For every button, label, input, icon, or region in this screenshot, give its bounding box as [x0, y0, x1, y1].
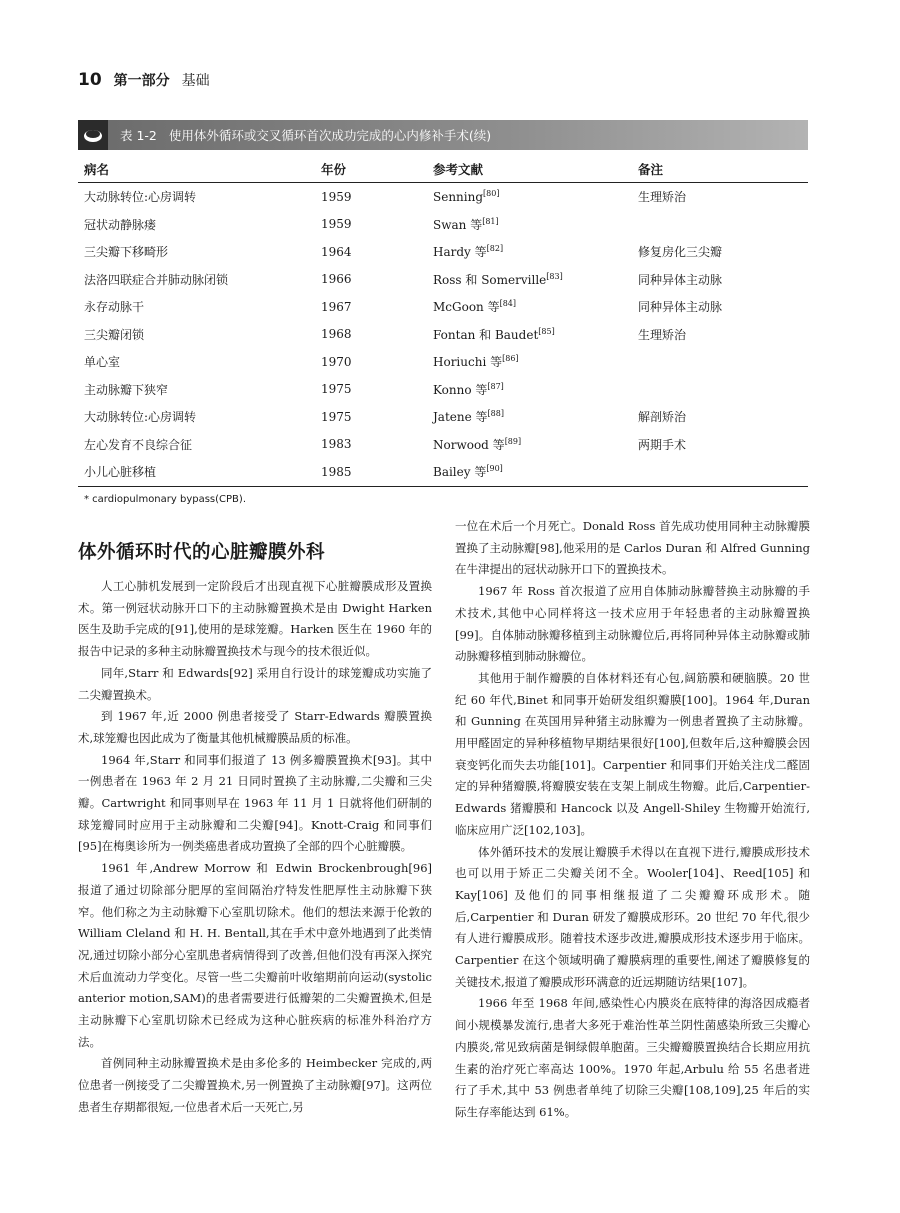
- reference-text: Hardy 等: [433, 245, 487, 260]
- year-cell: 1959: [321, 217, 352, 232]
- year-cell: 1968: [321, 327, 352, 342]
- year-cell: 1967: [321, 299, 352, 314]
- table-row: [78, 348, 808, 376]
- disease-cell: 三尖瓣下移畸形: [84, 245, 169, 260]
- section-heading: 体外循环时代的心脏瓣膜外科: [78, 542, 326, 563]
- remark-cell: 生理矫治: [638, 327, 687, 342]
- paragraph: 首例同种主动脉瓣置换术是由多伦多的 Heimbecker 完成的,两位患者一例接受了二尖瓣置换术,另一例置换了主动脉瓣[97]。这两位患者生存期都很短,一位患者术后一天死亡,另: [78, 1056, 432, 1114]
- table-row: [78, 458, 808, 486]
- paragraph: 1961 年,Andrew Morrow 和 Edwin Brockenbrough[96] 报道了通过切除部分肥厚的室间隔治疗特发性肥厚性主动脉瓣下狭窄。他们称之为主动脉瓣下心室肌切除术。他们的想法来源于伦敦的 William Cleland 和 H. H. Bentall,其在手术中意外地遇到了此类情况,通过切除小部分心室肌患者病情得到了改善,但他们没有再深入探究术后血流动力学变化。尽管一些二尖瓣前叶收缩期前向运动(systolic anterior motion,SAM)的患者需要进行低瓣架的二尖瓣置换术,但是主动脉瓣下心室肌切除术已经成为这种心脏疾病的标准外科治疗方法。: [78, 861, 432, 1049]
- reference-cell: [427, 458, 632, 486]
- reference-cell: [427, 211, 632, 239]
- disease-cell: 法洛四联症合并肺动脉闭锁: [84, 272, 229, 287]
- page-number: 10: [78, 70, 102, 90]
- disease-cell: 三尖瓣闭锁: [84, 327, 145, 342]
- remark-cell: 同种异体主动脉: [638, 272, 723, 287]
- reference-cell: [427, 403, 632, 431]
- disease-cell: 小儿心脏移植: [78, 458, 315, 486]
- table-row: [78, 321, 808, 349]
- reference-cell: [427, 431, 632, 459]
- reference-text: Fontan 和 Baudet: [433, 327, 539, 342]
- reference-number: [82]: [486, 244, 504, 254]
- reference-cell: [427, 266, 632, 294]
- remark-cell: [632, 458, 808, 486]
- reference-text: Konno 等: [433, 382, 488, 397]
- surgery-table: [78, 156, 808, 487]
- paragraph: 一位在术后一个月死亡。Donald Ross 首先成功使用同种主动脉瓣膜置换了主动脉瓣[98],他采用的是 Carlos Duran 和 Alfred Gunning 在牛津提出的冠状动脉开口下的置换技术。: [455, 519, 810, 577]
- left-column: [78, 576, 432, 1119]
- remark-cell: [632, 376, 808, 404]
- paragraph: 1964 年,Starr 和同事们报道了 13 例多瓣膜置换术[93]。其中一例患者在 1963 年 2 月 21 日同时置换了主动脉瓣,二尖瓣和三尖瓣。Cartwright 和同事则早在 1963 年 11 月 1 日就将他们研制的球笼瓣同时应用于主动脉瓣和二尖瓣[94]。Knott-Craig 和同事们[95]在梅奥诊所为一例类癌患者成功置换了全部的四个心脏瓣膜。: [78, 752, 432, 854]
- heart-icon: [78, 120, 108, 150]
- reference-text: Bailey 等: [433, 465, 487, 480]
- reference-number: [80]: [483, 188, 500, 198]
- table-row: [78, 238, 808, 266]
- table-row: [78, 266, 808, 294]
- table-caption: [78, 120, 808, 150]
- reference-cell: [427, 238, 632, 266]
- column-header: 病名: [78, 156, 315, 183]
- table-row: [78, 403, 808, 431]
- table-row: [78, 431, 808, 459]
- remark-cell: [632, 348, 808, 376]
- paragraph: 1967 年 Ross 首次报道了应用自体肺动脉瓣替换主动脉瓣的手术技术,其他中心同样将这一技术应用于年轻患者的主动脉瓣置换[99]。自体肺动脉瓣移植到主动脉瓣位后,再将同种异体主动脉瓣或肺动脉瓣移植到肺动脉瓣位。: [455, 584, 810, 664]
- disease-cell: 左心发育不良综合征: [84, 437, 193, 452]
- year-cell: 1983: [321, 437, 352, 452]
- reference-number: [87]: [487, 381, 504, 391]
- table-row: [78, 376, 808, 404]
- remark-cell: 生理矫治: [638, 190, 687, 205]
- paragraph: 其他用于制作瓣膜的自体材料还有心包,阔筋膜和硬脑膜。20 世纪 60 年代,Binet 和同事开始研发组织瓣膜[100]。1964 年,Duran 和 Gunning 在英国用异种猪主动脉瓣为一例患者置换了主动脉瓣。用甲醛固定的异种移植物早期结果很好[100],但数年后,这种瓣膜会因衰变钙化而失去功能[101]。Carpentier 和同事们开始关注戊二醛固定的异种猪瓣膜,将瓣膜安装在支架上制成生物瓣。此后,Carpentier-Edwards 猪瓣膜和 Hancock 以及 Angell-Shiley 生物瓣开始流行,临床应用广泛[102,103]。: [455, 670, 810, 837]
- part-label: 第一部分: [113, 73, 170, 89]
- paragraph: 同年,Starr 和 Edwards[92] 采用自行设计的球笼瓣成功实施了二尖瓣置换术。: [78, 665, 432, 702]
- year-cell: 1975: [321, 382, 352, 397]
- table-row: [78, 293, 808, 321]
- remark-cell: [632, 211, 808, 239]
- table-number: 表 1-2: [120, 128, 157, 143]
- section-label: 基础: [181, 73, 210, 89]
- remark-cell: 修复房化三尖瓣: [638, 245, 723, 260]
- reference-text: Jatene 等: [433, 410, 488, 425]
- remark-cell: 两期手术: [638, 437, 687, 452]
- reference-text: Horiuchi 等: [433, 355, 503, 370]
- reference-number: [85]: [538, 326, 555, 336]
- year-cell: 1970: [321, 354, 352, 369]
- remark-cell: 同种异体主动脉: [638, 300, 723, 315]
- paragraph: 体外循环技术的发展让瓣膜手术得以在直视下进行,瓣膜成形技术也可以用于矫正二尖瓣关闭不全。Wooler[104]、Reed[105] 和 Kay[106] 及他们的同事相继报道了二尖瓣瓣环成形术。随后,Carpentier 和 Duran 研发了瓣膜成形环。20 世纪 70 年代,很少有人进行瓣膜成形。随着技术逐步改进,瓣膜成形技术逐步用于临床。Carpentier 在这个领域明确了瓣膜病理的重要性,阐述了瓣膜修复的关键技术,报道了瓣膜成形环满意的近远期随访结果[107]。: [455, 844, 810, 989]
- year-cell: 1959: [321, 189, 352, 204]
- reference-number: [88]: [487, 409, 504, 419]
- table-title: 使用体外循环或交叉循环首次成功完成的心内修补手术(续): [168, 128, 492, 143]
- year-cell: 1966: [321, 272, 352, 287]
- reference-cell: [427, 321, 632, 349]
- reference-text: Ross 和 Somerville: [433, 272, 547, 287]
- year-cell: 1975: [321, 409, 352, 424]
- table-row: [78, 211, 808, 239]
- reference-number: [90]: [486, 464, 503, 474]
- disease-cell: 大动脉转位:心房调转: [84, 190, 197, 205]
- disease-cell: 永存动脉干: [84, 300, 145, 315]
- paragraph: 人工心肺机发展到一定阶段后才出现直视下心脏瓣膜成形及置换术。第一例冠状动脉开口下的主动脉瓣置换术是由 Dwight Harken 医生及助手完成的[91],使用的是球笼瓣。Harken 医生在 1960 年的报告中记录的多种主动脉瓣置换技术与现今的技术很近似。: [78, 579, 432, 659]
- reference-text: Senning: [433, 189, 484, 204]
- remark-cell: 解剖矫治: [638, 410, 687, 425]
- disease-cell: 主动脉瓣下狭窄: [84, 382, 169, 397]
- reference-text: Norwood 等: [433, 437, 505, 452]
- disease-cell: 单心室: [84, 355, 121, 370]
- column-header: 备注: [632, 156, 808, 183]
- disease-cell: 冠状动静脉瘘: [84, 217, 157, 232]
- reference-cell: [427, 348, 632, 376]
- reference-cell: [427, 183, 632, 211]
- page-header: [78, 70, 210, 90]
- reference-cell: [427, 376, 632, 404]
- paragraph: 到 1967 年,近 2000 例患者接受了 Starr-Edwards 瓣膜置换术,球笼瓣也因此成为了衡量其他机械瓣膜品质的标准。: [78, 709, 432, 745]
- table-row: [78, 183, 808, 211]
- year-cell: 1985: [315, 458, 427, 486]
- paragraph: 1966 年至 1968 年间,感染性心内膜炎在底特律的海洛因成瘾者间小规模暴发流行,患者大多死于难治性革兰阴性菌感染所致三尖瓣心内膜炎,常见致病菌是铜绿假单胞菌。三尖瓣瓣膜置换结合长期应用抗生素的治疗死亡率高达 100%。1970 年起,Arbulu 给 55 名患者进行了手术,其中 53 例患者单纯了切除三尖瓣[108,109],25 年后的实际生存率能达到 61%。: [455, 996, 810, 1119]
- reference-text: McGoon 等: [433, 300, 500, 315]
- reference-number: [81]: [482, 216, 499, 226]
- column-header: 年份: [315, 156, 427, 183]
- reference-number: [86]: [502, 354, 519, 364]
- right-column: [455, 516, 810, 1124]
- column-header: 参考文献: [427, 156, 632, 183]
- disease-cell: 大动脉转位:心房调转: [84, 410, 197, 425]
- reference-cell: [427, 293, 632, 321]
- reference-text: Swan 等: [433, 217, 483, 232]
- table-header-row: [78, 156, 808, 183]
- table-footnote: * cardiopulmonary bypass(CPB).: [84, 494, 246, 505]
- reference-number: [84]: [499, 299, 517, 309]
- year-cell: 1964: [321, 244, 352, 259]
- reference-number: [83]: [546, 271, 563, 281]
- reference-number: [89]: [504, 436, 522, 446]
